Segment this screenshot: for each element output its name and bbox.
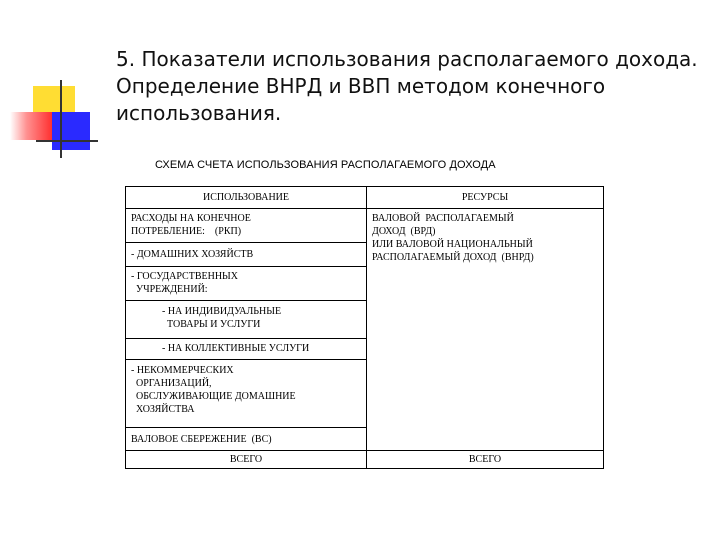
use-row-nonprofit: - НЕКОММЕРЧЕСКИХ ОРГАНИЗАЦИЙ, ОБСЛУЖИВАЮЩИЕ ДОМАШНИЕ ХОЗЯЙСТВА xyxy=(131,365,296,415)
total-use-cell xyxy=(126,454,366,465)
column-divider xyxy=(366,187,367,468)
account-scheme-table xyxy=(125,186,604,469)
decor-blue-square xyxy=(52,112,90,150)
header-separator xyxy=(126,208,603,209)
header-use xyxy=(126,192,366,203)
resources-gross-disposable-income: ВАЛОВОЙ РАСПОЛАГАЕМЫЙ ДОХОД (ВРД) ИЛИ ВАЛОВОЙ НАЦИОНАЛЬНЫЙ РАСПОЛАГАЕМЫЙ ДОХОД (ВНРД) xyxy=(372,213,534,263)
scheme-title: СХЕМА СЧЕТА ИСПОЛЬЗОВАНИЯ РАСПОЛАГАЕМОГО ДОХОДА xyxy=(155,159,496,171)
totals-separator xyxy=(126,450,603,451)
decor-horizontal-line xyxy=(36,140,98,142)
use-row-gross-saving: ВАЛОВОЕ СБЕРЕЖЕНИЕ (ВС) xyxy=(131,434,272,445)
use-row-separator xyxy=(126,242,366,243)
header-resources-label: РЕСУРСЫ xyxy=(461,192,509,203)
header-resources xyxy=(367,192,603,203)
use-row-collective-services: - НА КОЛЛЕКТИВНЫЕ УСЛУГИ xyxy=(162,343,310,354)
total-use-label: ВСЕГО xyxy=(229,454,263,465)
use-row-separator xyxy=(126,427,366,428)
decor-red-gradient-block xyxy=(10,112,52,140)
use-row-government: - ГОСУДАРСТВЕННЫХ УЧРЕЖДЕНИЙ: xyxy=(131,271,238,295)
header-use-label: ИСПОЛЬЗОВАНИЕ xyxy=(202,192,290,203)
use-row-final-consumption: РАСХОДЫ НА КОНЕЧНОЕ ПОТРЕБЛЕНИЕ: (РКП) xyxy=(131,213,251,237)
use-row-separator xyxy=(126,359,366,360)
use-row-separator xyxy=(126,338,366,339)
decor-vertical-line xyxy=(60,80,62,158)
use-row-separator xyxy=(126,300,366,301)
slide-title xyxy=(116,46,716,127)
use-row-separator xyxy=(126,266,366,267)
slide-title-line-2: Определение ВНРД и ВВП методом конечного xyxy=(116,74,606,98)
slide-title-line-1: 5. Показатели использования располагаемого дохода. xyxy=(116,47,698,71)
slide-title-line-3: использования. xyxy=(116,101,282,125)
use-row-households: - ДОМАШНИХ ХОЗЯЙСТВ xyxy=(131,249,254,260)
use-row-individual-goods: - НА ИНДИВИДУАЛЬНЫЕ ТОВАРЫ И УСЛУГИ xyxy=(162,306,282,330)
total-resources-cell xyxy=(367,454,603,465)
total-resources-label: ВСЕГО xyxy=(468,454,502,465)
